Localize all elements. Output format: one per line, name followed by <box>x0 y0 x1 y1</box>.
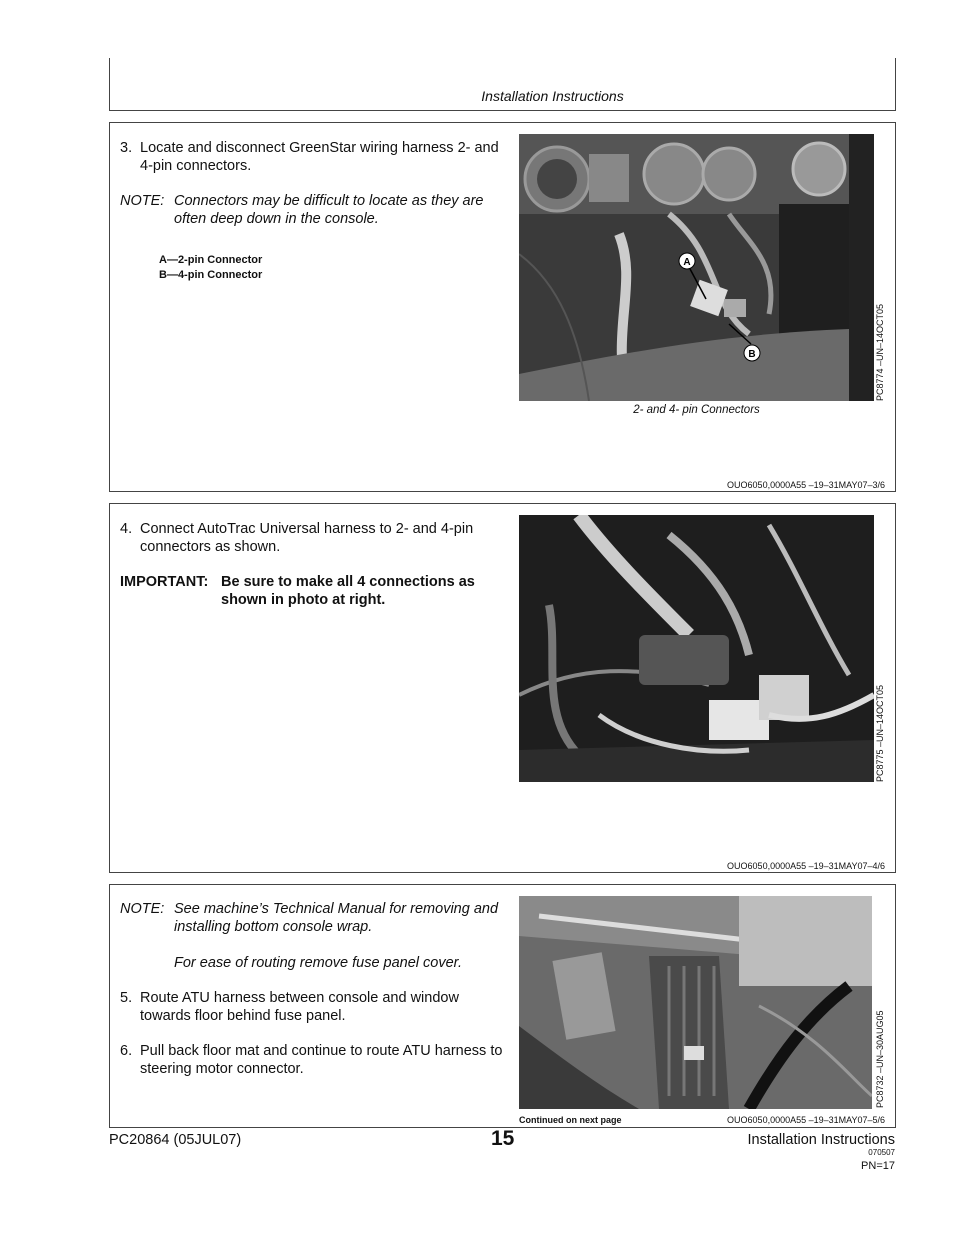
step-4 <box>120 520 500 556</box>
step-3-text: Locate and disconnect GreenStar wiring harness 2- and 4-pin connectors. <box>140 140 499 174</box>
important-label: IMPORTANT: <box>120 574 209 590</box>
footer-title: Installation Instructions <box>747 1132 895 1148</box>
reference-code-2: OUO6050,0000A55 –19–31MAY07–4/6 <box>727 861 885 871</box>
note-2-label: NOTE: <box>120 901 165 917</box>
step-5 <box>120 989 500 1025</box>
photo-console-connectors <box>519 134 874 401</box>
note-2-text-2: For ease of routing remove fuse panel cover. <box>174 955 463 971</box>
photo-harness-connections <box>519 515 874 782</box>
note-2 <box>120 900 510 936</box>
callout-b: B <box>748 349 756 360</box>
section-step-4 <box>109 503 896 873</box>
legend-item-a: A—2-pin Connector <box>159 254 263 266</box>
footer-pn: PN=17 <box>861 1160 895 1172</box>
photo-harness-routing <box>519 896 872 1109</box>
step-5-text: Route ATU harness between console and window towards floor behind fuse panel. <box>140 990 459 1024</box>
continued-note: Continued on next page <box>519 1115 622 1125</box>
note-1 <box>120 192 510 228</box>
note-2-continued <box>120 954 510 972</box>
step-5-number: 5. <box>120 990 133 1006</box>
reference-code-1: OUO6050,0000A55 –19–31MAY07–3/6 <box>727 480 885 490</box>
step-6-text: Pull back floor mat and continue to route ATU harness to steering motor connector. <box>140 1043 503 1077</box>
callout-a: A <box>683 257 691 268</box>
photo-caption-1: 2- and 4- pin Connectors <box>633 404 760 416</box>
step-3-number: 3. <box>120 140 133 156</box>
photo-code-3: PC8732 –UN–30AUG05 <box>875 1010 885 1108</box>
step-4-text: Connect AutoTrac Universal harness to 2- and 4-pin connectors as shown. <box>140 521 474 555</box>
note-1-label: NOTE: <box>120 193 165 209</box>
legend-item-b: B—4-pin Connector <box>159 269 263 281</box>
reference-code-3: OUO6050,0000A55 –19–31MAY07–5/6 <box>727 1115 885 1125</box>
important-notice <box>120 573 500 609</box>
footer-date-code: 070507 <box>868 1148 895 1157</box>
step-3 <box>120 139 500 175</box>
note-1-text: Connectors may be difficult to locate as they are often deep down in the console. <box>174 193 484 227</box>
section-step-3 <box>109 122 896 492</box>
footer-doc-id: PC20864 (05JUL07) <box>109 1132 242 1148</box>
section-steps-5-6 <box>109 884 896 1128</box>
page-header <box>109 58 896 111</box>
step-6 <box>120 1042 505 1078</box>
legend <box>159 253 262 283</box>
photo-code-1: PC8774 –UN–14OCT05 <box>875 303 885 401</box>
important-text: Be sure to make all 4 connections as shown in photo at right. <box>221 574 475 608</box>
photo-code-2: PC8775 –UN–14OCT05 <box>875 684 885 782</box>
step-6-number: 6. <box>120 1043 133 1059</box>
header-title: Installation Instructions <box>481 88 624 104</box>
step-4-number: 4. <box>120 521 133 537</box>
footer-page-number: 15 <box>491 1127 515 1150</box>
note-2-text: See machine’s Technical Manual for removing and installing bottom console wrap. <box>174 901 499 935</box>
